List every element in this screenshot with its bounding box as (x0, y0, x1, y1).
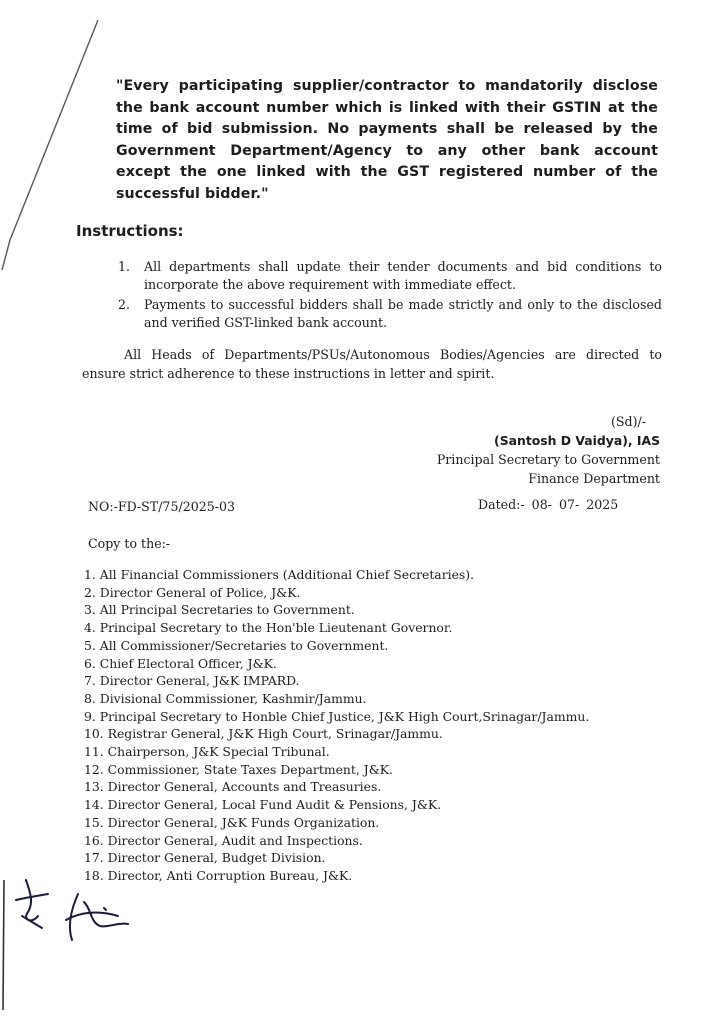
copy-to-item: 10. Registrar General, J&K High Court, Srinagar/Jammu. (84, 726, 443, 742)
instruction-text: Payments to successful bidders shall be made strictly and only to the disclosed and verified GST-linked bank account. (144, 297, 662, 330)
instruction-item (118, 296, 662, 332)
instruction-number: 1. (118, 259, 131, 274)
signatory-designation: Principal Secretary to Government (436, 452, 660, 467)
reference-date: Dated:- 08- 07- 2025 (478, 497, 619, 512)
copy-to-list (84, 566, 589, 885)
copy-to-item: 9. Principal Secretary to Honble Chief Justice, J&K High Court,Srinagar/Jammu. (84, 708, 590, 724)
instruction-item (118, 258, 662, 294)
instructions-list (118, 258, 662, 334)
copy-to-item: 3. All Principal Secretaries to Government. (84, 602, 355, 618)
copy-to-item: 18. Director, Anti Corruption Bureau, J&K. (84, 867, 353, 883)
copy-to-item: 15. Director General, J&K Funds Organization. (84, 814, 380, 830)
copy-to-item: 8. Divisional Commissioner, Kashmir/Jammu. (84, 690, 367, 706)
copy-to-item: 7. Director General, J&K IMPARD. (84, 673, 300, 689)
signed-mark: (Sd)/- (610, 414, 646, 429)
handwritten-initials (8, 872, 148, 952)
copy-to-heading: Copy to the:- (88, 536, 171, 551)
copy-to-item: 11. Chairperson, J&K Special Tribunal. (84, 744, 330, 760)
instruction-text: All departments shall update their tender documents and bid conditions to incorporate the above requirement with immediate effect. (144, 259, 662, 292)
copy-to-item: 14. Director General, Local Fund Audit & Pensions, J&K. (84, 797, 442, 813)
directive-paragraph: All Heads of Departments/PSUs/Autonomous Bodies/Agencies are directed to ensure strict adherence to these instructions in letter and spirit. (82, 347, 662, 381)
copy-to-item: 13. Director General, Accounts and Treasuries. (84, 779, 382, 795)
copy-to-item: 17. Director General, Budget Division. (84, 850, 326, 866)
signatory-department: Finance Department (528, 471, 660, 486)
copy-to-item: 2. Director General of Police, J&K. (84, 584, 301, 600)
copy-to-item: 12. Commissioner, State Taxes Department, J&K. (84, 761, 393, 777)
copy-to-item: 16. Director General, Audit and Inspections. (84, 832, 363, 848)
copy-to-item: 6. Chief Electoral Officer, J&K. (84, 655, 277, 671)
instruction-number: 2. (118, 297, 131, 312)
signatory-name: (Santosh D Vaidya), IAS (494, 433, 660, 448)
reference-number: NO:-FD-ST/75/2025-03 (88, 499, 236, 514)
signature-block (437, 412, 660, 488)
copy-to-item: 1. All Financial Commissioners (Additional Chief Secretaries). (84, 567, 475, 582)
mandate-quote: "Every participating supplier/contractor to mandatorily disclose the bank account number which is linked with their GSTIN at the time of bid submission. No payments shall be released by the Government Department/Agency to any other bank account except the one linked with the GST registered number of the successful bidder." (116, 78, 658, 202)
copy-to-item: 4. Principal Secretary to the Hon'ble Lieutenant Governor. (84, 620, 453, 636)
copy-to-item: 5. All Commissioner/Secretaries to Government. (84, 637, 389, 653)
instructions-heading: Instructions: (76, 222, 184, 240)
